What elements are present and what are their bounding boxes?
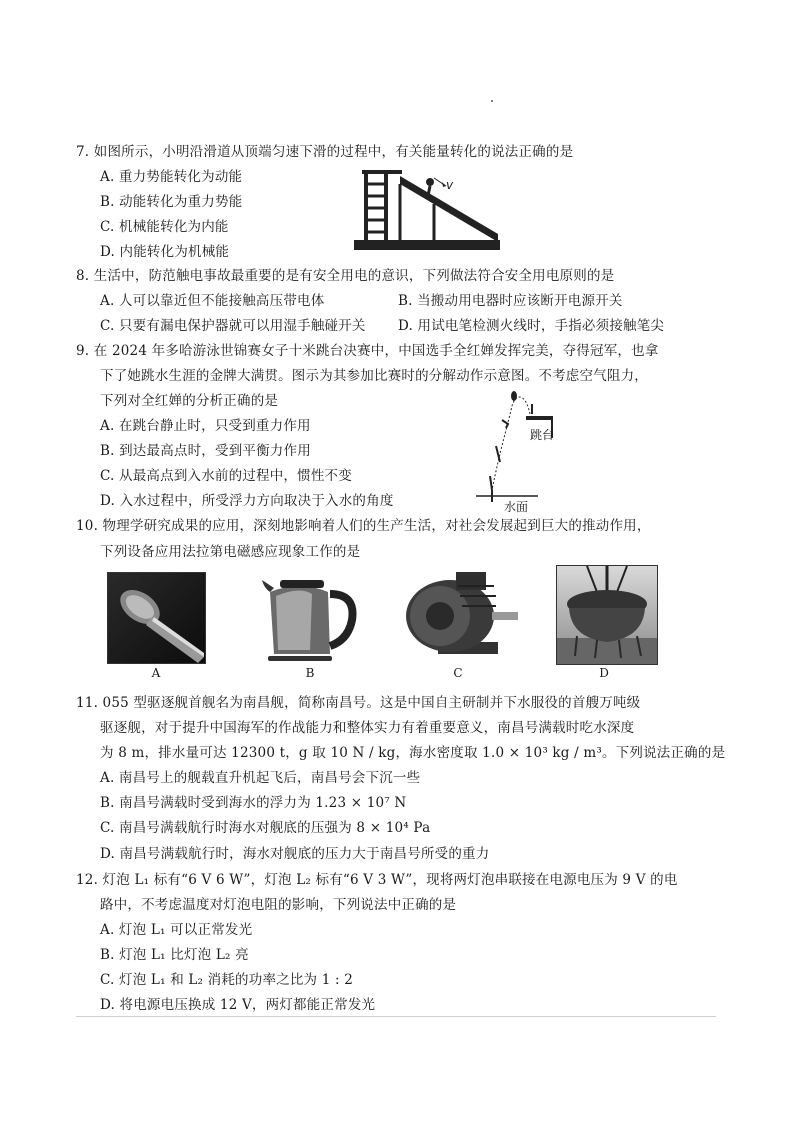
- question-11-option-d[interactable]: D. 南昌号满载航行时，海水对舰底的压力大于南昌号所受的重力: [100, 846, 490, 862]
- option-b-caption: B: [305, 666, 315, 680]
- question-7-option-b[interactable]: B. 动能转化为重力势能: [100, 194, 243, 210]
- question-9-option-d[interactable]: D. 入水过程中，所受浮力方向取决于入水的角度: [100, 493, 394, 509]
- diving-figure: [468, 390, 560, 510]
- question-7-option-d[interactable]: D. 内能转化为机械能: [100, 244, 230, 260]
- question-12-option-d[interactable]: D. 将电源电压换成 12 V，两灯都能正常发光: [100, 997, 376, 1013]
- option-d-caption: D: [599, 666, 609, 680]
- water-surface-label: 水面: [504, 500, 529, 514]
- kettle-image[interactable]: [260, 570, 360, 662]
- question-12-option-a[interactable]: A. 灯泡 L₁ 可以正常发光: [100, 922, 253, 938]
- question-11-option-c[interactable]: C. 南昌号满载航行时海水对舰底的压强为 8 × 10⁴ Pa: [100, 820, 431, 836]
- question-9-stem-line1: 9. 在 2024 年多哈游泳世锦赛女子十米跳台决赛中，中国选手全红婵发挥完美，夺得冠军，也拿: [76, 343, 659, 359]
- question-11-option-a[interactable]: A. 南昌号上的舰载直升机起飞后，南昌号会下沉一些: [100, 770, 421, 786]
- question-7-option-a[interactable]: A. 重力势能转化为动能: [100, 169, 243, 185]
- question-11-stem-line2: 驱逐舰，对于提升中国海军的作战能力和整体实力有着重要意义，南昌号满载时吃水深度: [100, 720, 635, 736]
- question-8-option-a[interactable]: A. 人可以靠近但不能接触高压带电体: [100, 293, 325, 309]
- platform-label: 跳台: [530, 428, 555, 442]
- velocity-label: v: [446, 178, 454, 192]
- question-12-option-b[interactable]: B. 灯泡 L₁ 比灯泡 L₂ 亮: [100, 947, 249, 963]
- question-8-stem: 8. 生活中，防范触电事故最重要的是有安全用电的意识，下列做法符合安全用电原则的是: [76, 268, 615, 284]
- option-c-caption: C: [453, 666, 463, 680]
- question-12-option-c[interactable]: C. 灯泡 L₁ 和 L₂ 消耗的功率之比为 1 : 2: [100, 972, 354, 988]
- question-9-stem-line2: 下了她跳水生涯的金牌大满贯。图示为其参加比赛时的分解动作示意图。不考虑空气阻力，: [100, 368, 648, 384]
- question-9-stem-line3: 下列对全红婵的分析正确的是: [100, 393, 279, 409]
- question-11-stem-line1: 11. 055 型驱逐舰首舰名为南昌舰，简称南昌号。这是中国自主研制并下水服役的首艘万吨级: [76, 695, 641, 711]
- question-9-option-a[interactable]: A. 在跳台静止时，只受到重力作用: [100, 418, 311, 434]
- question-7-stem: 7. 如图所示，小明沿滑道从顶端匀速下滑的过程中，有关能量转化的说法正确的是: [76, 144, 574, 160]
- question-8-option-c[interactable]: C. 只要有漏电保护器就可以用湿手触碰开关: [100, 318, 366, 334]
- slide-figure: [354, 168, 500, 252]
- question-11-option-b[interactable]: B. 南昌号满载时受到海水的浮力为 1.23 × 10⁷ N: [100, 795, 407, 811]
- question-10-stem-line1: 10. 物理学研究成果的应用，深刻地影响着人们的生产生活，对社会发展起到巨大的推动作用，: [76, 518, 651, 534]
- question-11-stem-line3: 为 8 m，排水量可达 12300 t，g 取 10 N / kg，海水密度取 1.0 × 10³ kg / m³。下列说法正确的是: [100, 745, 726, 761]
- question-9-option-b[interactable]: B. 到达最高点时，受到平衡力作用: [100, 443, 311, 459]
- question-8-option-d[interactable]: D. 用试电笔检测火线时，手指必须接触笔尖: [398, 318, 665, 334]
- question-12-stem-line2: 路中，不考虑温度对灯泡电阻的影响，下列说法中正确的是: [100, 897, 457, 913]
- question-9-option-c[interactable]: C. 从最高点到入水前的过程中，惯性不变: [100, 468, 352, 484]
- question-12-stem-line1: 12. 灯泡 L₁ 标有“6 V 6 W”，灯泡 L₂ 标有“6 V 3 W”，现将两灯泡串联接在电源电压为 9 V 的电: [76, 872, 678, 888]
- option-a-caption: A: [151, 666, 161, 680]
- page-divider: [76, 1016, 716, 1017]
- scan-speck: [491, 100, 493, 102]
- electromagnet-crane-image[interactable]: [556, 565, 658, 665]
- microphone-image[interactable]: [107, 572, 206, 664]
- question-10-stem-line2: 下列设备应用法拉第电磁感应现象工作的是: [100, 544, 361, 560]
- question-8-option-b[interactable]: B. 当搬动用电器时应该断开电源开关: [398, 293, 623, 309]
- question-7-option-c[interactable]: C. 机械能转化为内能: [100, 219, 229, 235]
- electric-motor-image[interactable]: [398, 566, 522, 662]
